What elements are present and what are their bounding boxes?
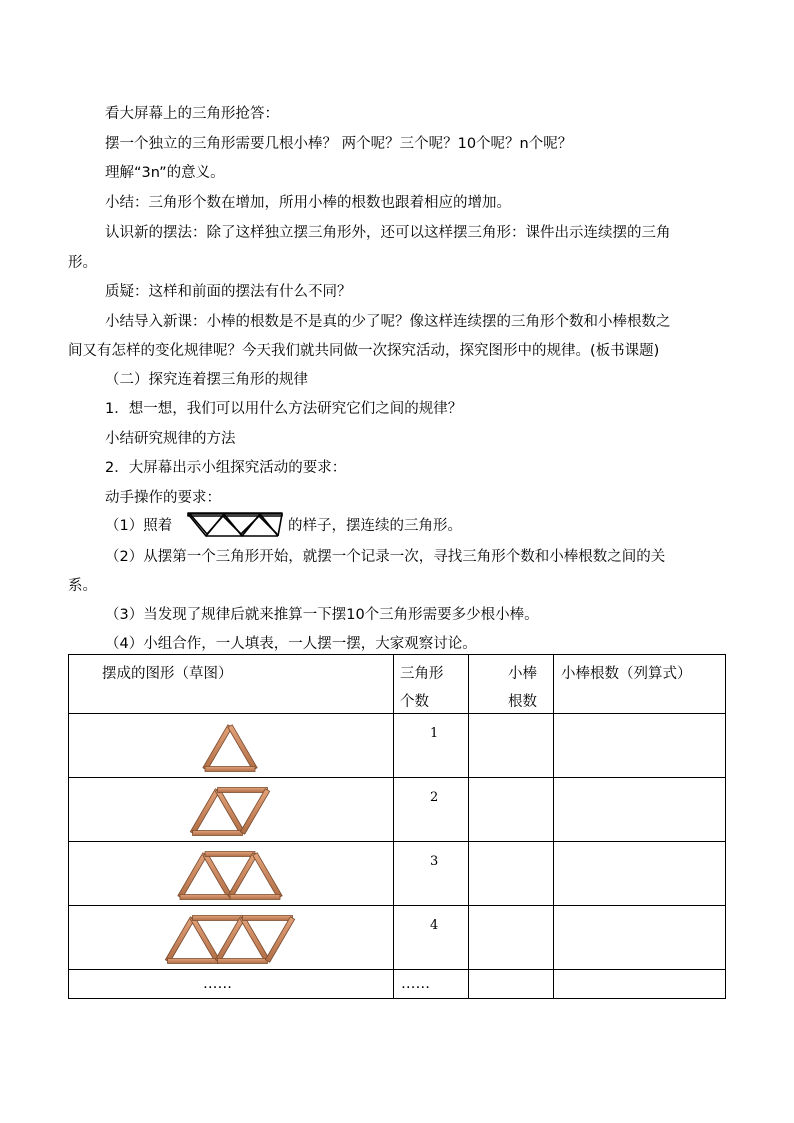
paragraph-5-line-1: 认识新的摆法：除了这样独立摆三角形外，还可以这样摆三角形：课件出示连续摆的三角 <box>105 225 671 241</box>
matchstick <box>228 853 257 899</box>
matchstick <box>240 917 269 963</box>
matchstick <box>203 725 232 771</box>
paragraph-12: 动手操作的要求： <box>105 490 221 506</box>
paragraph-10: 小结研究规律的方法 <box>105 431 236 447</box>
row-4-count: 4 <box>430 918 439 933</box>
table-rule <box>68 969 726 970</box>
paragraph-1: 看大屏幕上的三角形抢答： <box>105 106 279 122</box>
table-border-right <box>725 654 726 999</box>
matchstick <box>253 853 282 899</box>
paragraph-11: 2．大屏幕出示小组探究活动的要求： <box>105 460 347 476</box>
matchstick <box>218 959 268 964</box>
table-col-divider <box>393 654 394 999</box>
paragraph-7-line-1: 小结导入新课：小棒的根数是不是真的少了呢？像这样连续摆的三角形个数和小棒根数之 <box>105 314 671 330</box>
matchstick <box>190 789 219 835</box>
row-2-count: 2 <box>430 790 439 805</box>
matchstick <box>193 916 243 921</box>
matchstick <box>240 789 269 835</box>
paragraph-2: 摆一个独立的三角形需要几根小棒？ 两个呢？三个呢？10个呢？n个呢？ <box>105 136 573 152</box>
stick-figures <box>68 654 393 969</box>
matchstick <box>193 831 243 836</box>
header-stick-count-l1: 小棒 <box>508 666 537 682</box>
row-1-count: 1 <box>430 726 439 741</box>
paragraph-13-prefix: （1）照着 <box>105 518 173 534</box>
paragraph-13-suffix: 的样子，摆连续的三角形。 <box>288 518 462 534</box>
paragraph-9: 1．想一想，我们可以用什么方法研究它们之间的规律？ <box>105 401 463 417</box>
header-stick-formula: 小棒根数（列算式） <box>561 666 692 682</box>
matchstick <box>205 767 255 772</box>
matchstick <box>265 917 294 963</box>
matchstick <box>218 788 268 793</box>
paragraph-14-line-2: 系。 <box>68 578 97 594</box>
matchstick <box>168 959 218 964</box>
row-3-count: 3 <box>430 854 439 869</box>
header-triangle-count-l2: 个数 <box>400 694 429 710</box>
paragraph-16: （4）小组合作，一人填表，一人摆一摆，大家观察讨论。 <box>105 636 477 652</box>
paragraph-3: 理解“3n”的意义。 <box>105 165 225 181</box>
matchstick <box>180 895 230 900</box>
matchstick <box>190 917 219 963</box>
table-col-divider <box>553 654 554 999</box>
table-border-bottom <box>68 998 726 999</box>
matchstick <box>205 852 255 857</box>
header-stick-count-l2: 根数 <box>508 694 537 710</box>
matchstick <box>243 916 293 921</box>
matchstick <box>215 917 244 963</box>
paragraph-14-line-1: （2）从摆第一个三角形开始，就摆一个记录一次，寻找三角形个数和小棒根数之间的关 <box>105 549 666 565</box>
matchstick <box>178 853 207 899</box>
table-col-divider <box>468 654 469 999</box>
header-triangle-count-l1: 三角形 <box>400 666 444 682</box>
record-table <box>68 654 726 999</box>
paragraph-7-line-2: 间又有怎样的变化规律呢？今天我们就共同做一次探究活动，探究图形中的规律。(板书课题) <box>68 343 660 359</box>
paragraph-6: 质疑：这样和前面的摆法有什么不同？ <box>105 284 352 300</box>
header-figure: 摆成的图形（草图） <box>102 666 233 682</box>
inline-triangle-strip-icon <box>186 512 286 538</box>
ellipsis-count: …… <box>401 976 430 992</box>
paragraph-4: 小结：三角形个数在增加，所用小棒的根数也跟着相应的增加。 <box>105 195 511 211</box>
ellipsis-figure: …… <box>203 976 232 992</box>
matchstick <box>165 917 194 963</box>
matchstick <box>230 895 280 900</box>
section-heading: （二）探究连着摆三角形的规律 <box>105 372 308 388</box>
matchstick <box>228 725 257 771</box>
matchstick <box>203 853 232 899</box>
matchstick <box>215 789 244 835</box>
paragraph-5-line-2: 形。 <box>68 255 97 271</box>
paragraph-15: （3）当发现了规律后就来推算一下摆10个三角形需要多少根小棒。 <box>105 607 539 623</box>
